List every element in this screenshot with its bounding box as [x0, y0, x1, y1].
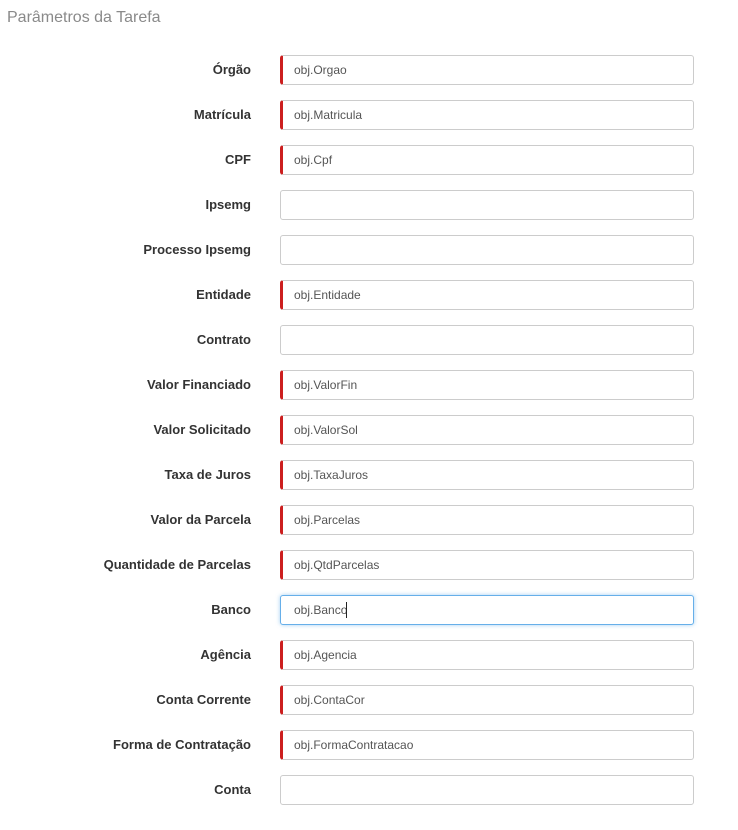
panel-title: Parâmetros da Tarefa: [7, 9, 161, 26]
form-row-cpf: [0, 145, 738, 175]
input-processo-ipsemg[interactable]: [280, 235, 694, 265]
input-banco[interactable]: [280, 595, 694, 625]
form-row-processo-ipsemg: [0, 235, 738, 265]
label-agencia: Agência: [200, 647, 251, 662]
input-valor-financiado[interactable]: [280, 370, 694, 400]
label-taxa-juros: Taxa de Juros: [164, 467, 251, 482]
form-row-forma-contratacao: [0, 730, 738, 760]
form-row-conta-corrente: [0, 685, 738, 715]
input-taxa-juros[interactable]: [280, 460, 694, 490]
form-row-matricula: [0, 100, 738, 130]
input-cpf[interactable]: [280, 145, 694, 175]
label-quantidade-parcelas: Quantidade de Parcelas: [103, 557, 251, 572]
input-valor-solicitado[interactable]: [280, 415, 694, 445]
input-conta-corrente[interactable]: [280, 685, 694, 715]
input-forma-contratacao[interactable]: [280, 730, 694, 760]
input-agencia[interactable]: [280, 640, 694, 670]
form-row-contrato: [0, 325, 738, 355]
form-row-orgao: [0, 55, 738, 85]
label-contrato: Contrato: [196, 332, 251, 347]
label-valor-solicitado: Valor Solicitado: [153, 422, 251, 437]
label-banco: Banco: [211, 602, 251, 617]
input-entidade[interactable]: [280, 280, 694, 310]
form-row-banco: [0, 595, 738, 625]
label-conta: Conta: [214, 782, 251, 797]
form-row-valor-solicitado: [0, 415, 738, 445]
label-cpf: CPF: [225, 152, 251, 167]
form-row-conta: [0, 775, 738, 805]
input-quantidade-parcelas[interactable]: [280, 550, 694, 580]
form-row-taxa-juros: [0, 460, 738, 490]
form-row-valor-parcela: [0, 505, 738, 535]
label-ipsemg: Ipsemg: [205, 197, 251, 212]
input-conta[interactable]: [280, 775, 694, 805]
label-orgao: Órgão: [212, 62, 251, 77]
label-forma-contratacao: Forma de Contratação: [113, 737, 251, 752]
label-matricula: Matrícula: [193, 107, 251, 122]
input-orgao[interactable]: [280, 55, 694, 85]
form-row-valor-financiado: [0, 370, 738, 400]
label-valor-parcela: Valor da Parcela: [150, 512, 251, 527]
form-row-entidade: [0, 280, 738, 310]
form-row-quantidade-parcelas: [0, 550, 738, 580]
input-matricula[interactable]: [280, 100, 694, 130]
label-conta-corrente: Conta Corrente: [156, 692, 251, 707]
form-row-agencia: [0, 640, 738, 670]
label-valor-financiado: Valor Financiado: [146, 377, 251, 392]
label-processo-ipsemg: Processo Ipsemg: [143, 242, 251, 257]
form-row-ipsemg: [0, 190, 738, 220]
input-valor-parcela[interactable]: [280, 505, 694, 535]
label-entidade: Entidade: [196, 287, 251, 302]
text-cursor: [346, 602, 347, 618]
input-contrato[interactable]: [280, 325, 694, 355]
input-ipsemg[interactable]: [280, 190, 694, 220]
